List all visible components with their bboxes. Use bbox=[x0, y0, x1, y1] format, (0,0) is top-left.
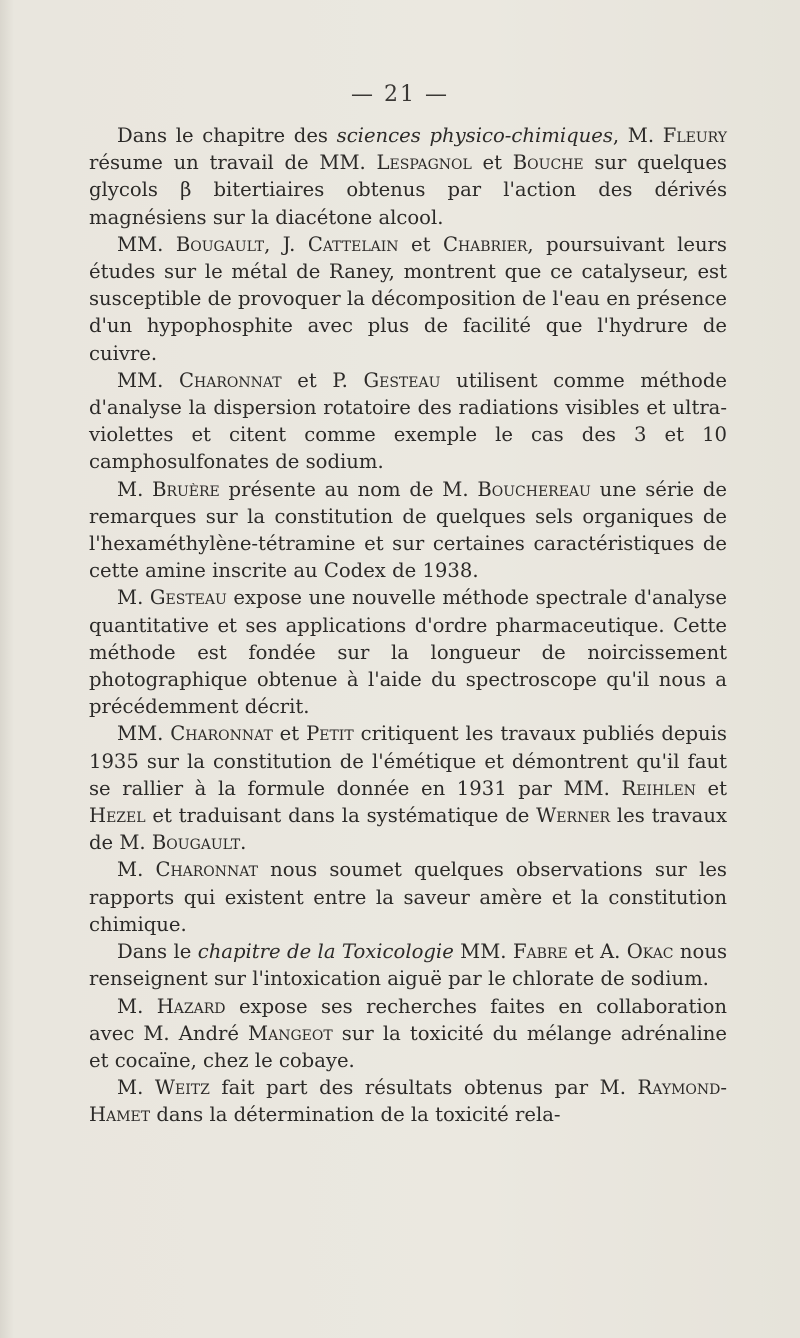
text-segment: utilisent comme méthode d'analyse la dispersion rotatoire des radiations visibles et ultra-violettes et citent comme exemple le cas des 3 et 10 camphosulfonates de sodium. bbox=[89, 368, 727, 474]
text-segment: M. bbox=[117, 477, 153, 501]
text-segment: une série de remarques sur la constitution de quelques sels organiques de l'hexaméthylène-tétramine et sur certaines caractéristiques de cette amine inscrite au Codex de 1938. bbox=[89, 477, 727, 583]
paragraph bbox=[89, 1074, 727, 1128]
person-name: Bougault bbox=[175, 232, 265, 256]
person-name: Hezel bbox=[89, 804, 146, 828]
person-name: Charonnat bbox=[170, 722, 273, 746]
person-name: Bouche bbox=[512, 151, 584, 175]
body-text bbox=[89, 122, 727, 1129]
paragraph bbox=[89, 993, 727, 1075]
italic-phrase: sciences physico-chimiques bbox=[336, 124, 613, 147]
person-name: Hazard bbox=[156, 994, 226, 1018]
text-segment: et bbox=[471, 151, 513, 175]
paragraph bbox=[89, 720, 727, 856]
paragraph bbox=[89, 476, 727, 585]
paragraph bbox=[89, 122, 727, 231]
text-segment: M. bbox=[117, 858, 156, 882]
paragraph bbox=[89, 231, 727, 367]
text-segment: . bbox=[240, 831, 247, 855]
text-segment: M. bbox=[117, 586, 150, 610]
text-segment: nous renseignent sur l'intoxication aiguë par le chlorate de sodium. bbox=[89, 940, 727, 991]
paragraph bbox=[89, 856, 727, 938]
text-segment: dans la détermination de la toxicité rela- bbox=[150, 1103, 561, 1127]
person-name: Bougault bbox=[151, 831, 241, 855]
text-segment: sur quelques glycols β bitertiaires obtenus par l'action des dérivés magnésiens sur la diacétone alcool. bbox=[89, 151, 727, 229]
person-name: Chabrier bbox=[442, 232, 528, 256]
person-name: Fabre bbox=[512, 940, 568, 964]
person-name: Charonnat bbox=[179, 368, 282, 392]
text-segment: fait part des résultats obtenus par M. bbox=[209, 1076, 638, 1100]
person-name: Charonnat bbox=[155, 858, 258, 882]
text-segment: et bbox=[695, 776, 727, 800]
person-name: Okac bbox=[626, 940, 674, 964]
paragraph bbox=[89, 367, 727, 476]
text-segment: , M. bbox=[612, 124, 663, 147]
text-segment: , poursuivant leurs études sur le métal de Raney, montrent que ce catalyseur, est susceptible de provoquer la décomposition de l'eau en présence d'un hypophosphite avec plus de facilité que l'hydrure de cuivre. bbox=[89, 232, 727, 365]
person-name: Raymond-Hamet bbox=[89, 1076, 727, 1127]
text-segment: M. bbox=[117, 994, 157, 1018]
text-segment: et bbox=[272, 722, 307, 746]
text-segment: MM. bbox=[117, 368, 180, 392]
text-segment: et bbox=[398, 232, 443, 256]
person-name: Gesteau bbox=[149, 586, 227, 610]
text-segment: , J. bbox=[264, 232, 308, 256]
person-name: Reihlen bbox=[621, 776, 696, 800]
text-segment: résume un travail de MM. bbox=[89, 151, 377, 175]
text-segment: MM. bbox=[117, 722, 171, 746]
paragraph bbox=[89, 584, 727, 720]
italic-phrase: chapitre de la Toxicologie bbox=[197, 940, 454, 964]
text-segment: expose ses recherches faites en collaboration avec M. André bbox=[89, 994, 727, 1045]
text-segment: MM. bbox=[453, 940, 513, 964]
text-segment: Dans le bbox=[117, 940, 198, 964]
person-name: Lespagnol bbox=[376, 151, 472, 175]
person-name: Petit bbox=[306, 722, 354, 746]
text-segment: nous soumet quelques observations sur les rapports qui existent entre la saveur amère et la constitution chimique. bbox=[89, 858, 727, 936]
text-segment: et A. bbox=[567, 940, 627, 964]
person-name: Bruère bbox=[152, 477, 220, 501]
paragraph bbox=[89, 938, 727, 992]
person-name: Werner bbox=[536, 804, 611, 828]
person-name: Mangeot bbox=[248, 1021, 333, 1045]
text-segment: présente au nom de M. bbox=[219, 477, 478, 501]
text-segment: sur la toxicité du mélange adrénaline et cocaïne, chez le cobaye. bbox=[89, 1021, 727, 1072]
person-name: Fleury bbox=[662, 124, 727, 147]
text-segment: MM. bbox=[117, 232, 176, 256]
text-segment: et traduisant dans la systématique de bbox=[145, 804, 537, 828]
text-segment: critiquent les travaux publiés depuis 1935 sur la constitution de l'émétique et démontrent qu'il faut se rallier à la formule donnée en 1931 par MM. bbox=[89, 722, 727, 800]
text-segment: M. bbox=[117, 1076, 155, 1100]
person-name: Cattelain bbox=[307, 232, 399, 256]
text-segment: et P. bbox=[281, 368, 364, 392]
page-number: — 21 — bbox=[351, 82, 449, 107]
person-name: Weitz bbox=[154, 1076, 210, 1100]
person-name: Bouchereau bbox=[477, 477, 591, 501]
person-name: Gesteau bbox=[363, 368, 441, 392]
text-segment: expose une nouvelle méthode spectrale d'analyse quantitative et ses applications d'ordre pharmaceutique. Cette méthode est fondée sur la longueur de noircissement photographique obtenue à l'aide du spectroscope qu'il nous a précédemment décrit. bbox=[89, 586, 727, 719]
text-segment: Dans le chapitre des bbox=[117, 124, 337, 147]
text-segment: les travaux de M. bbox=[89, 804, 727, 855]
